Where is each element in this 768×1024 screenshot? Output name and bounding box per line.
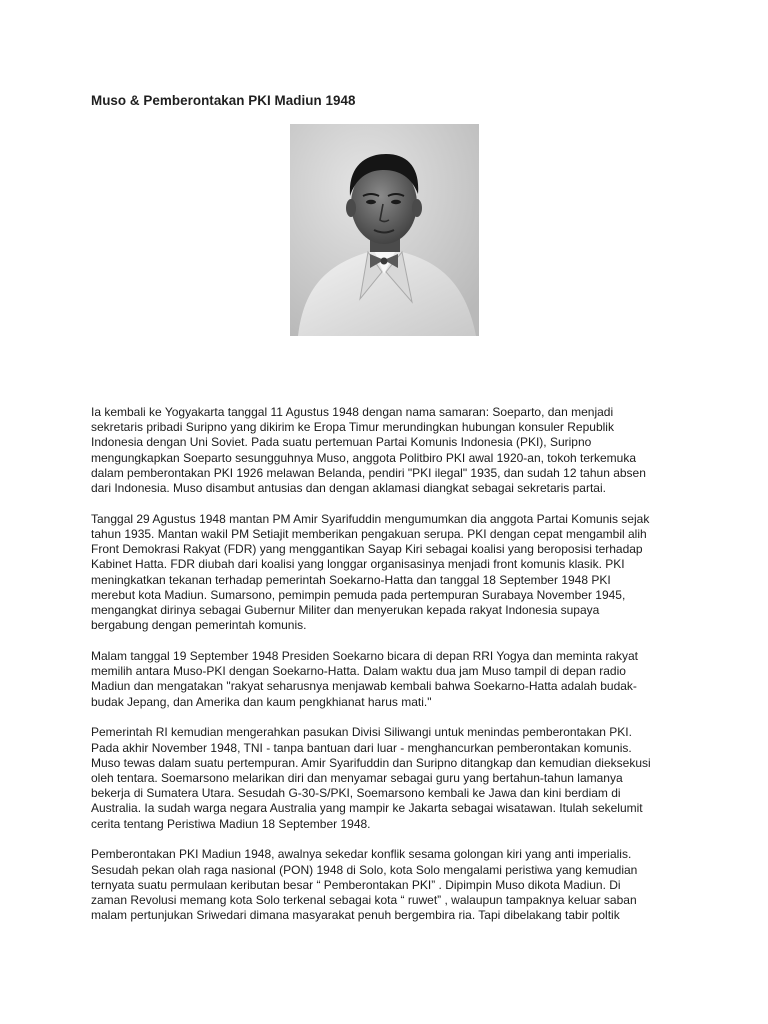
paragraph-line: ternyata suatu permulaan keributan besar “ Pemberontakan PKI” . Dipimpin Muso dikota Madiun. Di	[91, 877, 621, 892]
document-title: Muso & Pemberontakan PKI Madiun 1948	[91, 93, 356, 108]
paragraph-line: bergabung dengan pemerintah komunis.	[91, 618, 307, 633]
paragraph-line: dari Indonesia. Muso disambut antusias dan dengan aklamasi diangkat sebagai sekretaris partai.	[91, 481, 606, 496]
paragraph-line: bekerja di Sumatera Utara. Sesudah G-30-S/PKI, Soemarsono kembali ke Jawa dan kini berdiam di	[91, 786, 621, 801]
paragraph-line: mengungkapkan Soeparto sesungguhnya Muso, anggota Politbiro PKI awal 1920-an, tokoh terkemuka	[91, 450, 637, 465]
portrait-photo	[290, 124, 479, 336]
paragraph-line: oleh tentara. Soemarsono melarikan diri dan menyamar sebagai guru yang bertahun-tahun lamanya	[91, 771, 623, 786]
paragraph-line: budak Jepang, dan Amerika dan kaum pengkhianat harus mati."	[91, 694, 432, 709]
paragraph-line: Australia. Ia sudah warga negara Australia yang mampir ke Jakarta sebagai wisatawan. Itulah sekelumit	[91, 801, 643, 816]
paragraph-line: Front Demokrasi Rakyat (FDR) yang menggantikan Sayap Kiri sebagai koalisi yang beroposisi terhadap	[91, 542, 643, 557]
paragraph-line: Kabinet Hatta. FDR diubah dari koalisi yang longgar organisasinya menjadi front komunis klasik. PKI	[91, 557, 625, 572]
paragraph	[91, 847, 681, 923]
paragraph-line: sekretaris pribadi Suripno yang dikirim ke Eropa Timur merundingkan hubungan konsuler Republik	[91, 420, 614, 435]
paragraph	[91, 405, 681, 496]
paragraph-line: dalam pemberontakan PKI 1926 melawan Belanda, pendiri "PKI ilegal" 1935, dan sudah 12 tahun absen	[91, 465, 646, 480]
paragraph-line: Malam tanggal 19 September 1948 Presiden Soekarno bicara di depan RRI Yogya dan meminta rakyat	[91, 649, 639, 664]
paragraph	[91, 725, 681, 831]
paragraph-line: Ia kembali ke Yogyakarta tanggal 11 Agustus 1948 dengan nama samaran: Soeparto, dan menjadi	[91, 405, 614, 419]
paragraph-line: Pemberontakan PKI Madiun 1948, awalnya sekedar konflik sesama golongan kiri yang anti imperialis.	[91, 847, 632, 862]
paragraph-line: cerita tentang Peristiwa Madiun 18 September 1948.	[91, 816, 371, 831]
paragraph-line: malam pertunjukan Sriwedari dimana masyarakat penuh bergembira ria. Tapi dibelakang tabir poltik	[91, 908, 620, 923]
paragraph-line: Muso tewas dalam suatu pertempuran. Amir Syarifuddin dan Suripno ditangkap dan kemudian dieksekusi	[91, 755, 651, 770]
paragraph-line: Tanggal 29 Agustus 1948 mantan PM Amir Syarifuddin mengumumkan dia anggota Partai Komunis sejak	[91, 511, 650, 526]
paragraph-line: mengangkat dirinya sebagai Gubernur Militer dan menyerukan kepada rakyat Indonesia supaya	[91, 603, 600, 618]
paragraph-line: meningkatkan tekanan terhadap pemerintah Soekarno-Hatta dan tanggal 18 September 1948 PKI	[91, 572, 611, 587]
paragraph	[91, 512, 681, 634]
portrait-illustration	[290, 124, 479, 336]
paragraph-line: merebut kota Madiun. Sumarsono, pemimpin pemuda pada pertempuran Surabaya November 1945,	[91, 587, 626, 602]
paragraph-line: Indonesia dengan Uni Soviet. Pada suatu pertemuan Partai Komunis Indonesia (PKI), Suripno	[91, 435, 592, 450]
paragraph-line: Pada akhir November 1948, TNI - tanpa bantuan dari luar - menghancurkan pemberontakan komunis.	[91, 740, 632, 755]
paragraph-line: zaman Revolusi memang kota Solo terkenal sebagai kota “ ruwet” , walaupun tampaknya keluar saban	[91, 893, 637, 908]
paragraph-line: Pemerintah RI kemudian mengerahkan pasukan Divisi Siliwangi untuk menindas pemberontakan PKI.	[91, 725, 632, 740]
paragraph	[91, 649, 681, 710]
article-body	[91, 405, 681, 939]
paragraph-line: tahun 1935. Mantan wakil PM Setiajit memberikan pengakuan serupa. PKI dengan cepat mengambil alih	[91, 527, 647, 542]
paragraph-line: Madiun dan mengatakan "rakyat seharusnya menjawab kembali bahwa Soekarno-Hatta adalah budak-	[91, 679, 637, 694]
paragraph-line: Sesudah pekan olah raga nasional (PON) 1948 di Solo, kota Solo mengalami peristiwa yang kemudian	[91, 862, 638, 877]
paragraph-line: memilih antara Muso-PKI dengan Soekarno-Hatta. Dalam waktu dua jam Muso tampil di depan radio	[91, 664, 626, 679]
